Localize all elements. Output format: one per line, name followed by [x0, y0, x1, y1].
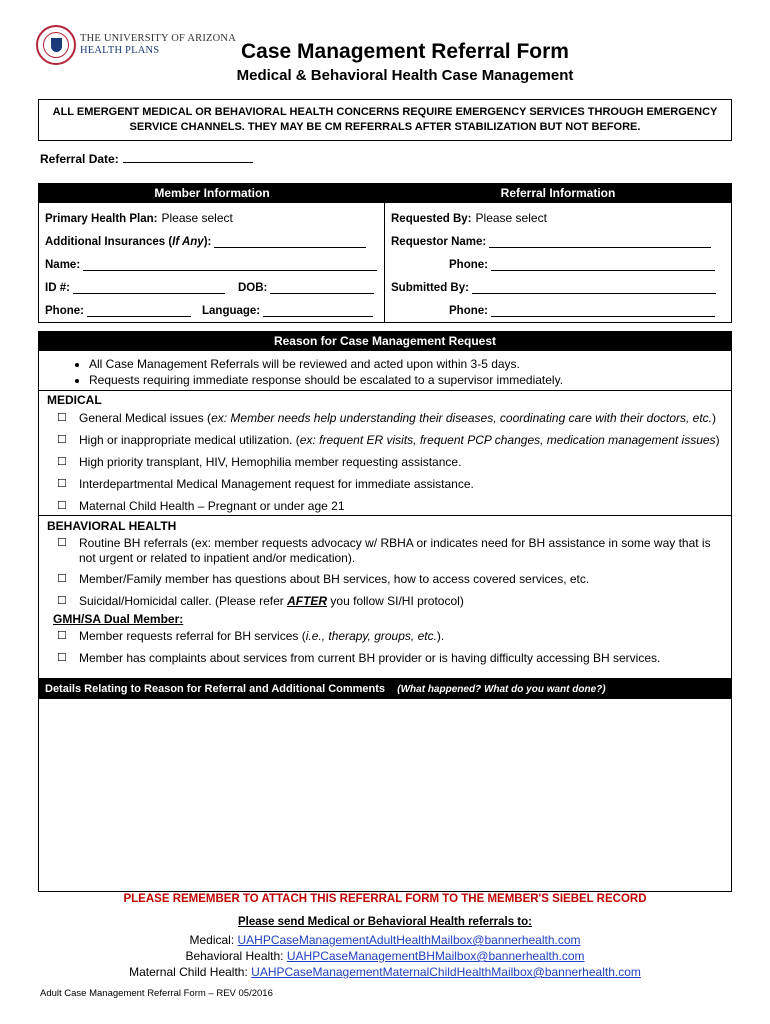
submitter-phone-input[interactable]: [491, 306, 715, 317]
list-item: • All Case Management Referrals will be reviewed and acted upon within 3-5 days.: [89, 356, 731, 372]
referral-date-input[interactable]: [123, 153, 253, 163]
requestor-name-field[interactable]: [391, 236, 711, 248]
requestor-phone-input[interactable]: [491, 260, 715, 271]
member-id-label: ID #:: [45, 282, 70, 294]
submitted-by-field[interactable]: [391, 282, 716, 294]
primary-health-plan-label: Primary Health Plan:: [45, 213, 158, 225]
referral-info-header: Referral Information: [500, 186, 616, 200]
reason-section: [38, 331, 732, 681]
member-name-input[interactable]: [83, 260, 377, 271]
checkbox-icon[interactable]: ☐: [57, 500, 67, 512]
member-dob-input[interactable]: [270, 283, 374, 294]
requested-by-field[interactable]: [391, 211, 547, 225]
medical-option-maternal-child[interactable]: ☐ Maternal Child Health – Pregnant or under age 21: [57, 499, 345, 513]
member-phone-input[interactable]: [87, 306, 191, 317]
comments-header-title: Details Relating to Reason for Referral and Additional Comments: [45, 683, 386, 695]
member-phone-label: Phone:: [45, 305, 84, 317]
checkbox-icon[interactable]: ☐: [57, 478, 67, 490]
logo-line-2: HEALTH PLANS: [80, 45, 160, 56]
dual-option-referral[interactable]: ☐ Member requests referral for BH services (i.e., therapy, groups, etc.).: [57, 629, 445, 643]
medical-email-label: Medical:: [189, 933, 235, 947]
referral-info-column: [385, 203, 731, 323]
comments-textarea[interactable]: [39, 699, 731, 891]
dual-option-complaints[interactable]: ☐ Member has complaints about services from current BH provider or is having difficulty accessing BH services.: [57, 651, 661, 665]
checkbox-icon[interactable]: ☐: [57, 652, 67, 664]
siebel-reminder: PLEASE REMEMBER TO ATTACH THIS REFERRAL FORM TO THE MEMBER'S SIEBEL RECORD: [123, 893, 647, 905]
checkbox-icon[interactable]: ☐: [57, 573, 67, 585]
primary-health-plan-select[interactable]: Please select: [161, 211, 233, 225]
medical-option-transplant[interactable]: ☐ High priority transplant, HIV, Hemophilia member requesting assistance.: [57, 455, 462, 469]
submitter-phone-label: Phone:: [449, 305, 488, 317]
send-heading: Please send Medical or Behavioral Health referrals to:: [237, 916, 532, 928]
member-info-header: Member Information: [154, 186, 270, 200]
member-id-input[interactable]: [73, 283, 225, 294]
member-language-field[interactable]: [202, 305, 373, 317]
member-dob-label: DOB:: [238, 282, 268, 294]
additional-insurances-input[interactable]: [214, 237, 366, 248]
member-id-field[interactable]: [45, 282, 225, 294]
mch-email-link[interactable]: UAHPCaseManagementMaternalChildHealthMailbox@bannerhealth.com: [251, 965, 641, 979]
checkbox-icon[interactable]: ☐: [57, 456, 67, 468]
checkbox-icon[interactable]: ☐: [57, 434, 67, 446]
submitter-phone-field[interactable]: [449, 305, 715, 317]
mch-email-label: Maternal Child Health:: [129, 965, 248, 979]
requested-by-select[interactable]: Please select: [475, 211, 547, 225]
dual-member-heading: GMH/SA Dual Member:: [53, 612, 184, 626]
member-phone-field[interactable]: [45, 305, 191, 317]
mch-email-line: [0, 965, 770, 979]
information-header: [39, 184, 731, 203]
checkbox-icon[interactable]: ☐: [57, 537, 67, 549]
requestor-name-label: Requestor Name:: [391, 236, 487, 248]
medical-option-general[interactable]: ☐ General Medical issues (ex: Member needs help understanding their diseases, coordinating care with their doctors, etc.): [57, 411, 717, 425]
form-title: Case Management Referral Form: [241, 40, 569, 63]
checkbox-icon[interactable]: ☐: [57, 630, 67, 642]
submitted-by-input[interactable]: [472, 283, 716, 294]
list-item: • Requests requiring immediate response should be escalated to a supervisor immediately.: [89, 372, 731, 388]
bh-option-routine[interactable]: ☐ Routine BH referrals (ex: member requests advocacy w/ RBHA or indicates need for BH assistance in some way that is not urgent or related to inpatient and/or medication).: [57, 536, 711, 565]
requestor-phone-field[interactable]: [449, 259, 715, 271]
medical-heading: MEDICAL: [47, 393, 102, 407]
primary-health-plan-field[interactable]: [45, 211, 233, 225]
requestor-name-input[interactable]: [489, 237, 711, 248]
submitted-by-label: Submitted By:: [391, 282, 469, 294]
bh-email-label: Behavioral Health:: [185, 949, 284, 963]
additional-insurances-label: Additional Insurances (If Any):: [45, 236, 212, 248]
member-name-label: Name:: [45, 259, 81, 271]
bh-email-line: [0, 949, 770, 963]
information-section: [38, 183, 732, 323]
form-subtitle: Medical & Behavioral Health Case Management: [236, 67, 574, 84]
additional-insurances-field[interactable]: [45, 236, 366, 248]
medical-option-utilization[interactable]: ☐ High or inappropriate medical utilization. (ex: frequent ER visits, frequent PCP changes, medication management issues): [57, 433, 720, 447]
logo-line-1: THE UNIVERSITY OF ARIZONA: [80, 33, 236, 44]
reason-header: Reason for Case Management Request: [39, 332, 731, 351]
requested-by-label: Requested By:: [391, 213, 472, 225]
comments-header-hint: (What happened? What do you want done?): [397, 684, 606, 695]
member-info-column: [39, 203, 385, 323]
medical-email-line: [0, 933, 770, 947]
checkbox-icon[interactable]: ☐: [57, 412, 67, 424]
medical-email-link[interactable]: UAHPCaseManagementAdultHealthMailbox@bannerhealth.com: [237, 933, 581, 947]
checkbox-icon[interactable]: ☐: [57, 595, 67, 607]
referral-date-field[interactable]: [40, 152, 253, 166]
member-name-field[interactable]: [45, 259, 377, 271]
member-language-label: Language:: [202, 305, 261, 317]
referral-date-label: Referral Date:: [40, 152, 119, 166]
form-footer: Adult Case Management Referral Form – REV 05/2016: [40, 988, 273, 999]
requestor-phone-label: Phone:: [449, 259, 488, 271]
emergency-warning: ALL EMERGENT MEDICAL OR BEHAVIORAL HEALTH CONCERNS REQUIRE EMERGENCY SERVICES THROUGH EMERGENCY SERVICE CHANNELS. THEY MAY BE CM REFERRALS AFTER STABILIZATION BUT NOT BEFORE.: [38, 99, 732, 141]
comments-section: [38, 678, 732, 892]
comments-header: [39, 679, 731, 699]
bh-email-link[interactable]: UAHPCaseManagementBHMailbox@bannerhealth.com: [286, 949, 585, 963]
behavioral-health-heading: BEHAVIORAL HEALTH: [47, 519, 177, 533]
member-dob-field[interactable]: [238, 282, 374, 294]
member-language-input[interactable]: [263, 306, 373, 317]
bh-option-questions[interactable]: ☐ Member/Family member has questions about BH services, how to access covered services, etc.: [57, 572, 590, 586]
medical-option-interdepartmental[interactable]: ☐ Interdepartmental Medical Management request for immediate assistance.: [57, 477, 474, 491]
bh-option-suicidal[interactable]: ☐ Suicidal/Homicidal caller. (Please refer AFTER you follow SI/HI protocol): [57, 594, 464, 608]
reason-bullets: [39, 351, 731, 391]
